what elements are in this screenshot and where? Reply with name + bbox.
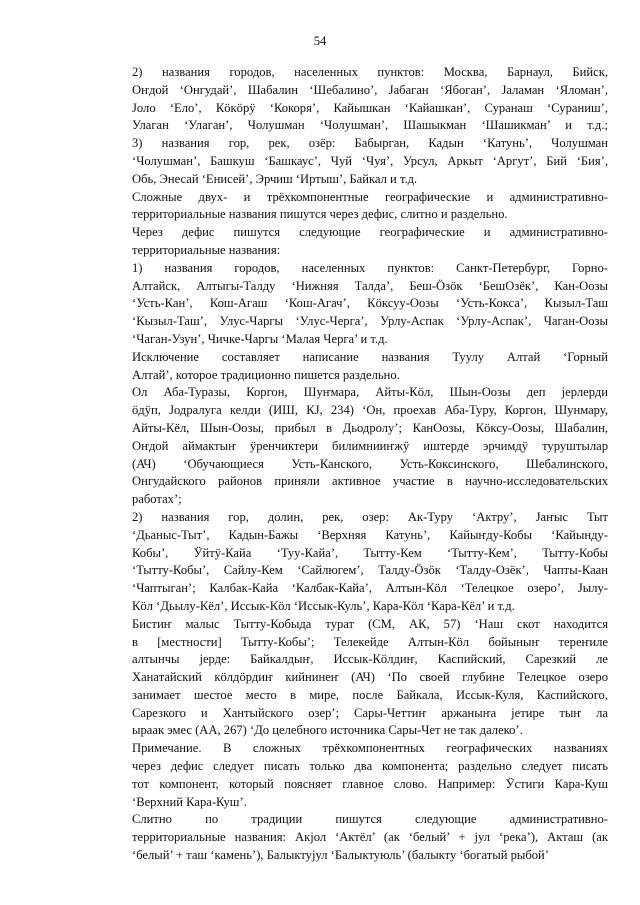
text-line: Алтайск, Алтыгы-Талду ‘Нижняя Талда’, Беш-Ӧзӧк ‘БешОзёк’, Кан-Оозы [132,278,608,293]
text-line: Ханатайский кӧлдӧрдиҥ кийнинеҥ (АЧ) ‘По своей глубине Телецкое озеро [132,670,608,685]
text-line: территориальные названия: Акјол ‘Актёл’ (ак ‘белый’ + јул ‘река’), Акташ (ак [132,830,608,845]
text-line: Сарезкого и Хантыйского озер’; Сары-Четтиҥ аржаныҥа јетире тыҥ ла [132,705,608,720]
text-line: в [местности] Тытту-Кобы’; Телекейде Алтын-Кӧл бойыныҥ тереҥиле [132,634,608,649]
text-line: территориальные названия пишутся через дефис, слитно и раздельно. [132,207,508,222]
text-line: ӧдӱп, Јодралуга келди (ИШ, КЈ, 234) ‘Он, проехав Аба-Туру, Коргон, Шунмару, [132,403,608,418]
text-line: ‘Дьаныс-Тыт’, Кадын-Бажы ‘Верхняя Катунь’, Кайыҥду-Кобы ‘Кайынду- [132,527,608,542]
text-line: 1) названия городов, населенных пунктов: Санкт-Петербург, Горно- [132,260,608,275]
text-line: ‘Кызыл-Таш’, Улус-Чаргы ‘Улус-Черга’, Урлу-Аспак ‘Урлу-Аспак’, Чаган-Оозы [132,314,608,329]
text-line: Кӧл ‘Дьылу-Кёл’, Иссык-Кӧл ‘Иссык-Куль’, Кара-Кӧл ‘Кара-Кёл’ и т.д. [132,598,515,613]
text-line: Онгудайского районов приняли активное участие в научно-исследовательских [132,474,608,489]
text-line: Алтай’, которое традиционно пишется раздельно. [132,367,400,382]
text-line: территориальные названия: [132,242,281,257]
text-line: Ол Аба-Туразы, Коргон, Шуҥмара, Айты-Кӧл, Шын-Оозы деп јерлерди [132,385,608,400]
text-line: ‘Чолушман’, Башкуш ‘Башкаус’, Чуй ‘Чуя’, Урсул, Аркыт ‘Аргут’, Бий ‘Бия’, [132,153,608,168]
text-line: Айты-Кёл, Шын-Оозы, прибыл в Дьодролу’; КанОозы, Кӧксу-Оозы, Шабалин, [132,420,608,435]
page-number: 54 [313,34,327,48]
page-body [132,64,608,865]
text-line: Кобы’, Ӱйтӱ-Кайа ‘Туу-Кайа’, Тытту-Кем ‘Тытту-Кем’, Тытту-Кобы [132,545,608,560]
text-line: 2) названия городов, населенных пунктов: Москва, Барнаул, Бийск, [132,65,608,79]
text-line: через дефис следует писать только два компонента; раздельно следует писать [132,759,608,774]
text-line: ‘Чаптыган’; Калбак-Кайа ‘Калбак-Кайа’, Алтын-Кӧл ‘Телецкое озеро’, Јылу- [132,581,608,596]
text-line: ‘Верхний Кара-Куш’. [132,794,247,809]
text-line: Јоло ‘Ело’, Кӧкӧрӱ ‘Кокоря’, Кайышкан ‘Кайашкан’, Суранаш ‘Сураниш’, [132,100,608,115]
text-line: занимает шестое место в мире, после Байкала, Иссык-Куля, Каспийского, [132,687,608,702]
text-line: Сложные двух- и трёхкомпонентные географические и административно- [132,189,608,204]
text-line: Примечание. В сложных трёхкомпонентных географических названиях [132,741,608,756]
text-line: тот компонент, который поясняет главное слово. Например: Ӱстиги Кара-Куш [132,776,608,791]
text-line: работах’; [132,492,182,507]
text-line: ‘Чаган-Узун’, Чичке-Чаргы ‘Малая Черга’ и т.д. [132,331,388,346]
text-line: Бистиҥ малыс Тытту-Кобыда турат (СМ, АК, 57) ‘Наш скот находится [132,616,608,631]
text-line: ‘Тытту-Кобы’, Сайлу-Кем ‘Сайлюгем’, Талду-Ӧзӧк ‘Талду-Озёк’, Чапты-Каан [132,563,608,578]
text-line: Оҥдой аймактыҥ ӱренчиктери билимнииҥжӱ иштерде эрчимдӱ туруштылар [132,438,608,453]
text-line: Слитно по традиции пишутся следующие административно- [132,812,608,827]
text-line: алтынчы јерде: Байкалдыҥ, Иссык-Кӧлдиҥ, Каспийский, Сарезкий ле [132,652,608,667]
text-line: (АЧ) ‘Обучающиеся Усть-Канского, Усть-Коксинского, Шебалинского, [132,456,608,471]
text-line: ‘белый’ + таш ‘камень’), Балыктујул ‘Балыктуюль’ (балыкту ‘богатый рыбой’ [132,848,549,863]
text-line: 2) названия гор, долин, рек, озер: Ак-Туру ‘Актру’, Јаҥыс Тыт [132,509,608,524]
text-line: Обь, Энесай ‘Енисей’, Эрчиш ‘Иртыш’, Байкал и т.д. [132,171,418,186]
text-line: Через дефис пишутся следующие географические и административно- [132,225,608,240]
text-line: Исключение составляет написание названия Туулу Алтай ‘Горный [132,349,608,364]
text-line: Улаган ‘Улаган’, Чолушман ‘Чолушман’, Шашыкман ‘Шашикман’ и т.д.; [132,118,608,133]
text-line: ыраак эмес (АА, 267) ‘До целебного источника Сары-Чет не так далеко’. [132,723,523,738]
text-line: 3) названия гор, рек, озёр: Бабырган, Кадын ‘Катунь’, Чолушман [132,136,608,151]
text-line: Оҥдой ‘Онгудай’, Шабалин ‘Шебалино’, Јабаган ‘Ябоган’, Јаламан ‘Яломан’, [132,82,608,97]
text-line: ‘Усть-Кан’, Кош-Агаш ‘Кош-Агач’, Кӧксуу-Оозы ‘Усть-Кокса’, Кызыл-Таш [132,296,608,311]
text-lines [132,64,608,865]
